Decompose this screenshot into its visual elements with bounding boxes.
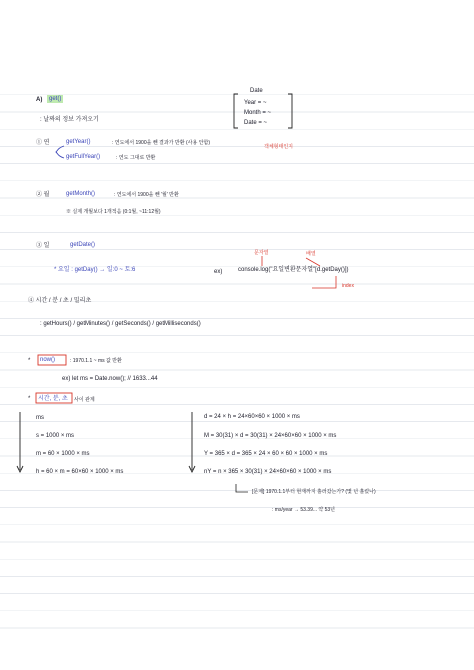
- annotation-string: 문자열: [254, 250, 269, 256]
- section1-desc-getfullyear: : 연도 그대로 반환: [116, 155, 156, 161]
- section1-method-getfullyear: getFullYear(): [66, 154, 101, 160]
- arrow-array-annotation: [306, 258, 320, 266]
- relation-left-2: m = 60 × 1000 × ms: [36, 451, 90, 457]
- section3-day-line: * 요일 : getDay() → 일:0 ~ 토:6: [54, 267, 136, 273]
- section2-method: getMonth(): [66, 191, 96, 197]
- right-down-arrow: [189, 412, 195, 472]
- header-title: get(): [49, 96, 62, 102]
- relation-bullet: *: [28, 396, 31, 402]
- annotation-index: index: [342, 283, 354, 289]
- section2-bullet: ② 월: [36, 192, 50, 198]
- section2-note: ※ 실제 개월보다 1개적음 (0:1월, ~11:12월): [66, 209, 161, 215]
- date-box-right-bracket: [288, 94, 292, 128]
- relation-left-1: s = 1000 × ms: [36, 433, 75, 439]
- question-arrow: [236, 484, 248, 492]
- relation-question: [문제] 1970.1.1부터 현재까지 흘러갔는가? (몇 년 흘렀나): [252, 489, 376, 495]
- relation-left-3: h = 60 × m = 60×60 × 1000 × ms: [36, 469, 124, 475]
- section3-example-prefix: ex): [214, 269, 223, 275]
- date-box-line-date: Date = ~: [244, 120, 268, 126]
- section4-bullet: ④ 시간 / 분 / 초 / 밀리초: [28, 298, 92, 304]
- now-bullet: *: [28, 358, 31, 364]
- section1-brace: [56, 146, 64, 158]
- relation-left-0: ms: [36, 415, 44, 421]
- now-desc: : 1970.1.1 ~ ms 값 반환: [70, 358, 122, 364]
- section3-method: getDate(): [70, 242, 96, 248]
- arrow-index-annotation: [312, 276, 336, 288]
- header-label: A): [36, 97, 43, 103]
- relation-title: 시간, 분, 초: [38, 396, 68, 402]
- relation-right-0: d = 24 × h = 24×60×60 × 1000 × ms: [204, 414, 300, 420]
- date-box-line-year: Year = ~: [244, 100, 267, 106]
- relation-right-1: M = 30(31) × d = 30(31) × 24×60×60 × 1000 × ms: [204, 433, 337, 439]
- description: : 날짜의 정보 가져오기: [40, 117, 99, 123]
- date-box-note: 객체형태인지: [264, 144, 293, 150]
- date-box-left-bracket: [234, 94, 238, 128]
- section1-method-getyear: getYear(): [66, 139, 91, 145]
- annotation-array: 배열: [306, 251, 316, 257]
- now-method: now(): [40, 357, 56, 363]
- relation-right-2: Y = 365 × d = 365 × 24 × 60 × 60 × 1000 × ms: [204, 451, 328, 457]
- section3-example: console.log("요일변환문자열"[d.getDay()]): [238, 267, 349, 273]
- section4-methods: : getHours() / getMinutes() / getSeconds() / getMilliseconds(): [40, 321, 201, 327]
- section1-desc-getyear: : 연도에서 1900을 뺀 결과가 반환 (사용 안함): [112, 140, 211, 146]
- now-example: ex) let ms = Date.now(); // 1633...44: [62, 376, 158, 382]
- section2-desc: : 연도에서 1900을 뺀 '월' 반환: [114, 192, 179, 198]
- relation-answer: : ms/year → 53.39... 약 53년: [272, 507, 336, 513]
- date-box-line-month: Month = ~: [244, 110, 272, 116]
- date-box-title: Date: [250, 88, 263, 94]
- relation-right-3: nY = n × 365 × 30(31) × 24×60×60 × 1000 × ms: [204, 469, 332, 475]
- section3-bullet: ③ 일: [36, 243, 50, 249]
- left-down-arrow: [17, 412, 23, 472]
- section1-bullet: ① 연: [36, 140, 50, 146]
- relation-title-suffix: 사이 관계: [74, 397, 95, 403]
